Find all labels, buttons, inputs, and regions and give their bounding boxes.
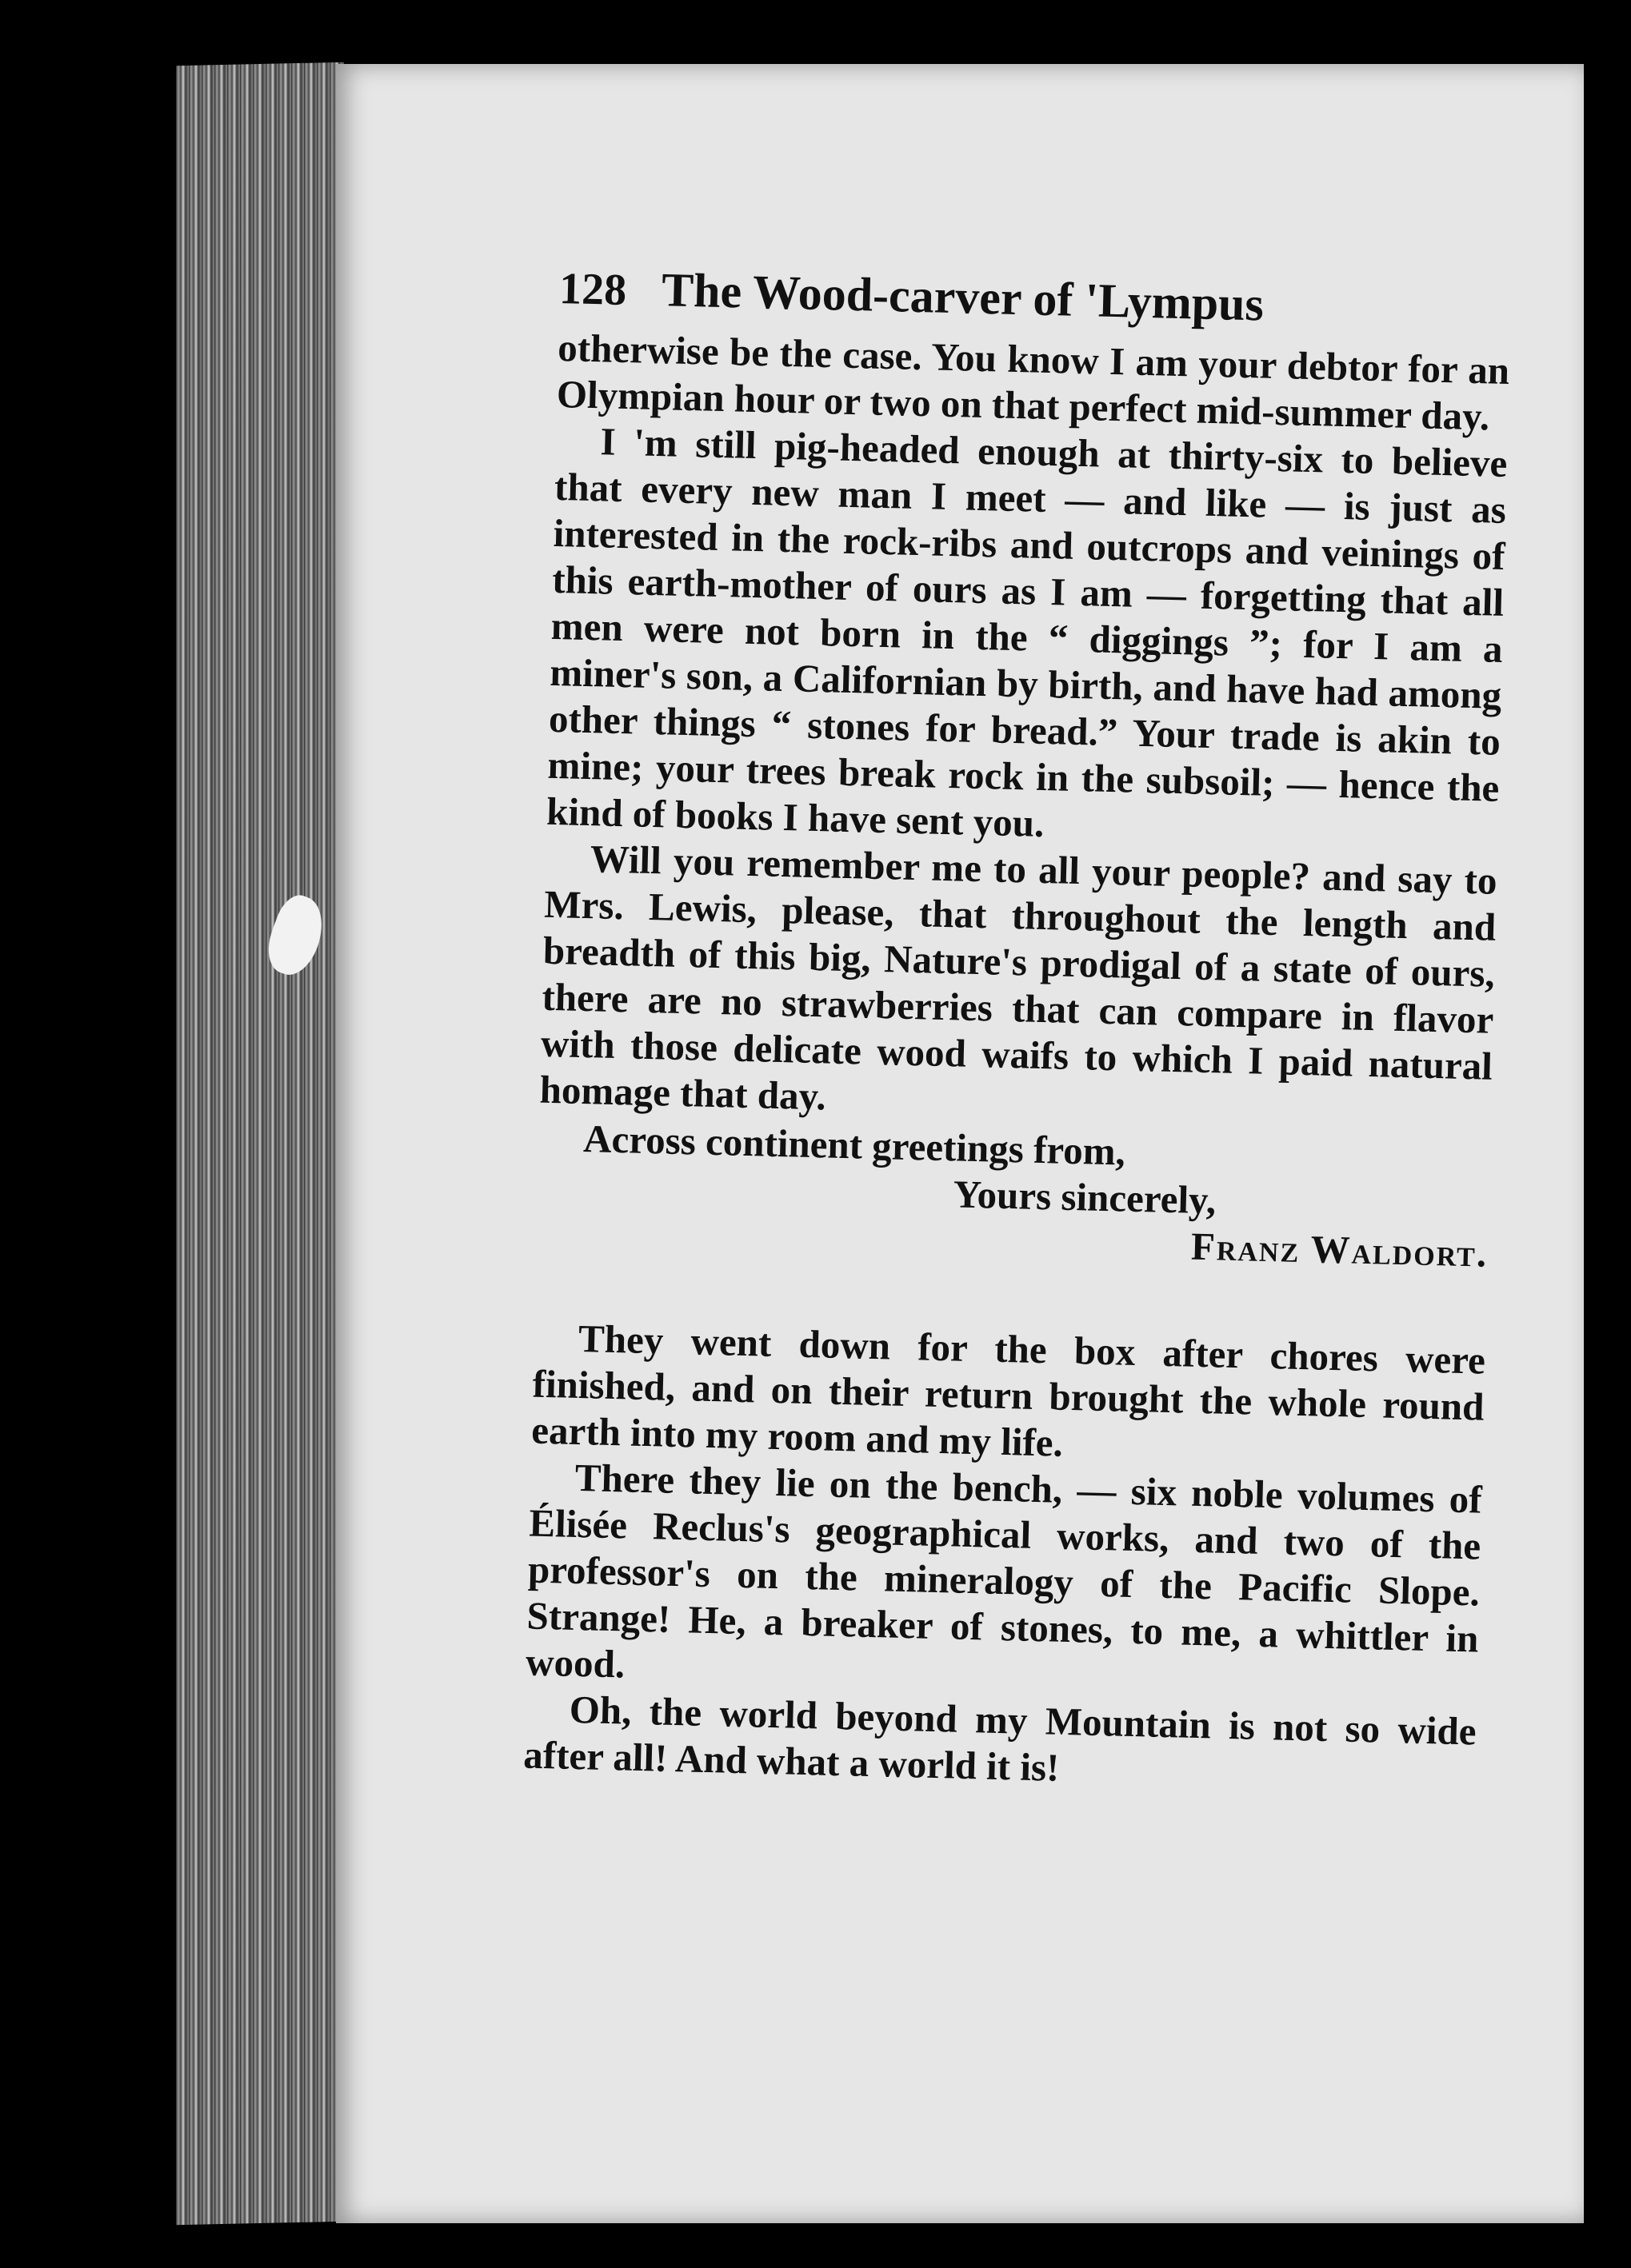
page-number: 128	[558, 264, 627, 316]
page-text	[523, 264, 1512, 1802]
running-title: The Wood-carver of 'Lympus	[661, 263, 1265, 331]
letter-paragraph: I 'm still pig-headed enough at thirty-six to believe that every new man I meet — and like — is just as interested in the rock-ribs and outcrops and veinings of this earth-mother of ours as I am — forgetting that all men were not born in the “ diggings ”; for I am a miner's son, a Californian by birth, and have had among other things “ stones for bread.” Your trade is akin to mine; your trees break rock in the subsoil; — hence the kind of books I have sent you.	[546, 419, 1508, 845]
letter-signature: Franz Waldort.	[1190, 1224, 1489, 1276]
letter-closing: Across continent greetings from,	[582, 1116, 1126, 1174]
letter-paragraph: Will you remember me to all your people? and say to Mrs. Lewis, please, that throughout the length and breadth of this big, Nature's prodigal of a state of ours, there are no strawberries that can compare in flavor with those delicate wood waifs to which I paid natural homage that day.	[539, 837, 1498, 1119]
book-fore-edge	[176, 62, 344, 2225]
narrative-paragraph: Oh, the world beyond my Mountain is not so wide after all! And what a world it is!	[522, 1687, 1477, 1790]
letter-paragraph: otherwise be the case. You know I am your debtor for an Olympian hour or two on that perfect mid-summer day.	[556, 325, 1510, 439]
narrative-paragraph: There they lie on the bench, — six noble volumes of Élisée Reclus's geographical works, and two of the professor's on the mineralogy of the Pacific Slope. Strange! He, a breaker of stones, to me, a whittler in wood.	[525, 1455, 1483, 1687]
letter-valediction: Yours sincerely,	[953, 1172, 1217, 1223]
narrative-paragraph: They went down for the box after chores were finished, and on their return brought the whole round earth into my room and my life.	[530, 1316, 1486, 1465]
